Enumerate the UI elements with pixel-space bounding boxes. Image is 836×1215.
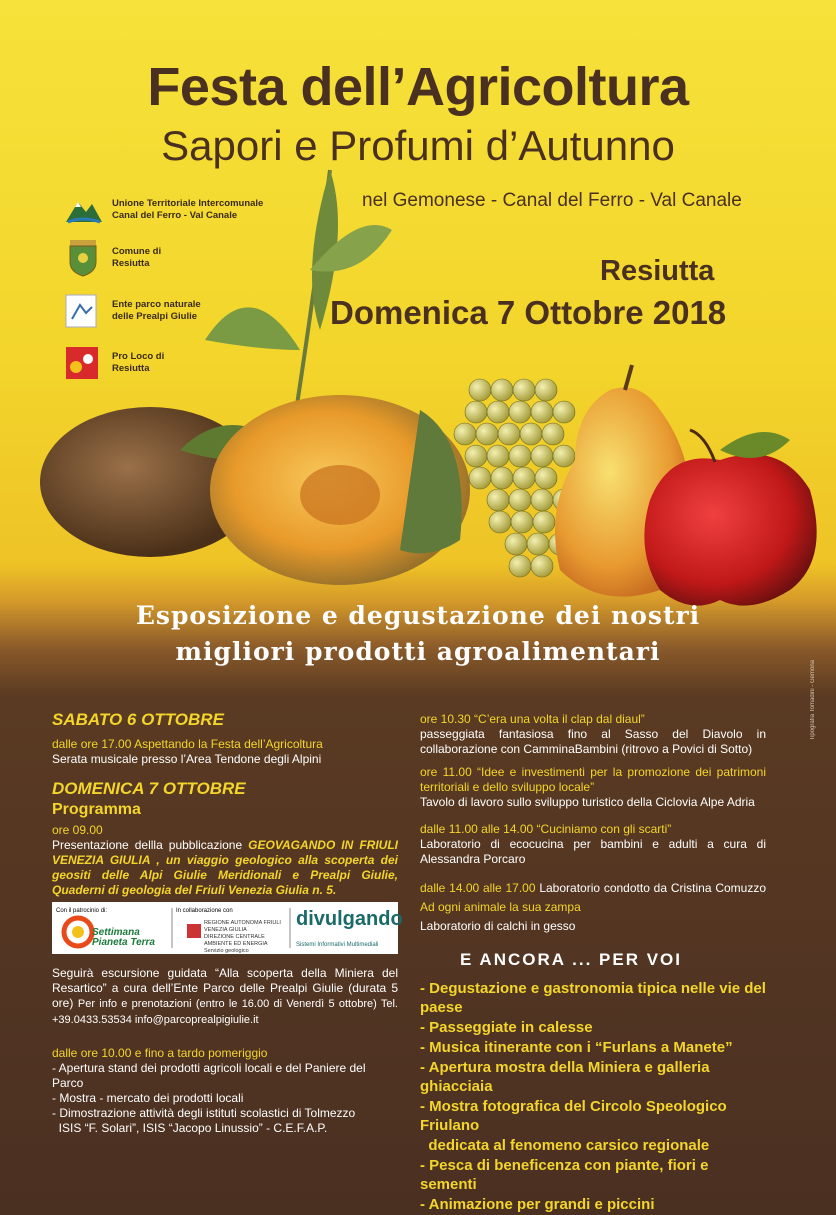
ancora-heading: E ANCORA ... PER VOI <box>460 950 682 969</box>
ancora-item: dedicata al fenomeno carsico regionale <box>420 1137 710 1154</box>
grape <box>465 445 487 467</box>
grape <box>513 467 535 489</box>
divulgando-tagline: Sistemi Informativi Multimediali <box>296 942 379 948</box>
grape <box>469 467 491 489</box>
ancora-item: - Pesca di beneficenza con piante, fiori e sementi <box>420 1157 709 1193</box>
grape <box>513 379 535 401</box>
date-text: Domenica 7 Ottobre 2018 <box>330 294 727 331</box>
exposition-banner <box>0 598 836 670</box>
grape <box>509 445 531 467</box>
event-1030: ore 10.30 “C’era una volta il clap dal diaul” passeggiata fantasiosa fino al Sasso del Diavolo in collaborazione con CamminaBambini (ritrovo a Povici di Sotto) <box>420 712 766 756</box>
ancora-item: - Degustazione e gastronomia tipica nelle vie del paese <box>420 980 766 1016</box>
grape <box>509 489 531 511</box>
logo-uti: Unione Territoriale Intercomunale Canal del Ferro - Val Canale <box>62 192 263 228</box>
grape <box>469 379 491 401</box>
poster-subtitle: Sapori e Profumi d’Autunno <box>161 122 675 169</box>
logo-comune: Comune di Resiutta <box>62 240 161 276</box>
list-item: - Mostra - mercato dei prodotti locali <box>52 1091 244 1105</box>
grape <box>498 423 520 445</box>
grape <box>511 511 533 533</box>
banner-line-1: Esposizione e degustazione dei nostri <box>135 601 701 630</box>
grape <box>487 489 509 511</box>
grape <box>531 489 553 511</box>
grape <box>553 445 575 467</box>
saturday-heading: SABATO 6 OTTOBRE <box>52 710 224 729</box>
settimana-terra-logo: Settimana Pianeta Terra <box>92 927 155 948</box>
grape <box>531 401 553 423</box>
ancora-item: - Musica itinerante con i “Furlans a Manete” <box>420 1039 733 1056</box>
excursion-text: Seguirà escursione guidata “Alla scoperta della Miniera del Resartico” a cura dell’Ente Parco delle Prealpi Giulie (durata 5 ore) Per info e prenotazioni (entro le 16.00 di Venerdì 5 ottobre) Tel. +39.0433.53534 info@parcoprealpigiulie.it <box>52 966 398 1026</box>
ancora-list <box>420 979 766 1214</box>
ancora-item: - Animazione per grandi e piccini <box>420 1196 655 1213</box>
grape <box>509 555 531 577</box>
sunday-heading: DOMENICA 7 OTTOBRE <box>52 779 246 798</box>
grape <box>505 533 527 555</box>
ancora-item: - Apertura mostra della Miniera e galleria ghiacciaia <box>420 1059 710 1095</box>
grape <box>531 555 553 577</box>
grape <box>454 423 476 445</box>
grape <box>487 401 509 423</box>
time-0900: ore 09.00 <box>52 823 103 837</box>
poster-title: Festa dell’Agricoltura <box>147 57 689 117</box>
produce-illustration <box>0 150 836 610</box>
area-text: nel Gemonese - Canal del Ferro - Val Canale <box>362 190 742 211</box>
list-item: ISIS “F. Solari”, ISIS “Jacopo Linussio” - C.E.F.A.P. <box>52 1121 328 1135</box>
grape <box>533 511 555 533</box>
saturday-event: dalle ore 17.00 Aspettando la Festa dell’Agricoltura Serata musicale presso l’Area Tendone degli Alpini <box>52 737 323 766</box>
ancora-item: - Mostra fotografica del Circolo Speologico Friulano <box>420 1098 727 1134</box>
programma-label: Programma <box>52 801 141 818</box>
print-credit: Tipografia Tomadini - Gemona <box>810 660 816 741</box>
grape <box>535 379 557 401</box>
event-laboratorio: dalle 14.00 alle 17.00 Laboratorio condotto da Cristina Comuzzo Ad ogni animale la sua zampa Laboratorio di calchi in gesso <box>420 881 767 933</box>
grape <box>509 401 531 423</box>
grape <box>520 423 542 445</box>
banner-line-2: migliori prodotti agroalimentari <box>175 637 661 666</box>
grape <box>487 445 509 467</box>
grape <box>491 467 513 489</box>
grape <box>531 445 553 467</box>
logo-proloco: Pro Loco di Resiutta <box>62 345 164 381</box>
grape <box>489 511 511 533</box>
regione-logo: REGIONE AUTONOMA FRIULI VENEZIA GIULIA DIREZIONE CENTRALE AMBIENTE ED ENERGIA Servizio geologico <box>204 920 281 954</box>
logo-parco: Ente parco naturale delle Prealpi Giulie <box>62 293 201 329</box>
divulgando-logo: divulgando <box>296 908 403 930</box>
list-item: - Apertura stand dei prodotti agricoli locali e del Paniere del Parco <box>52 1061 366 1090</box>
grape <box>535 467 557 489</box>
event-1100: ore 11.00 “Idee e investimenti per la promozione dei patrimoni territoriali e dello sviluppo locale” Tavolo di lavoro sullo sviluppo turistico della Ciclovia Alpe Adria <box>420 765 766 809</box>
grape <box>527 533 549 555</box>
grape <box>476 423 498 445</box>
right-column <box>420 712 766 1215</box>
place-text: Resiutta <box>600 255 715 287</box>
grape <box>542 423 564 445</box>
list-item: - Dimostrazione attività degli istituti scolastici di Tolmezzo <box>52 1106 356 1120</box>
time-1000: dalle ore 10.00 e fino a tardo pomeriggio <box>52 1046 268 1060</box>
sponsor-strip <box>52 902 403 954</box>
presentation-text: Presentazione dellla pubblicazione GEOVAGANDO IN FRIULI VENEZIA GIULIA , un viaggio geologico alla scoperta dei geositi delle Alpi Giulie Meridionali e Prealpi Giulie, Quaderni di geologia del Friuli Venezia Giulia n. 5. <box>52 838 398 897</box>
grape <box>553 401 575 423</box>
grape <box>465 401 487 423</box>
sponsor-patrocinio: Con il patrocinio di: <box>56 908 108 914</box>
ancora-item: - Passeggiate in calesse <box>420 1019 593 1036</box>
pumpkin <box>210 395 470 585</box>
left-column <box>52 710 403 1136</box>
grape <box>491 379 513 401</box>
event-cuciniamo: dalle 11.00 alle 14.00 “Cuciniamo con gli scarti” Laboratorio di ecocucina per bambini e adulti a cura di Alessandra Porcaro <box>420 822 766 866</box>
sponsor-collaborazione: In collaborazione con <box>176 908 233 914</box>
